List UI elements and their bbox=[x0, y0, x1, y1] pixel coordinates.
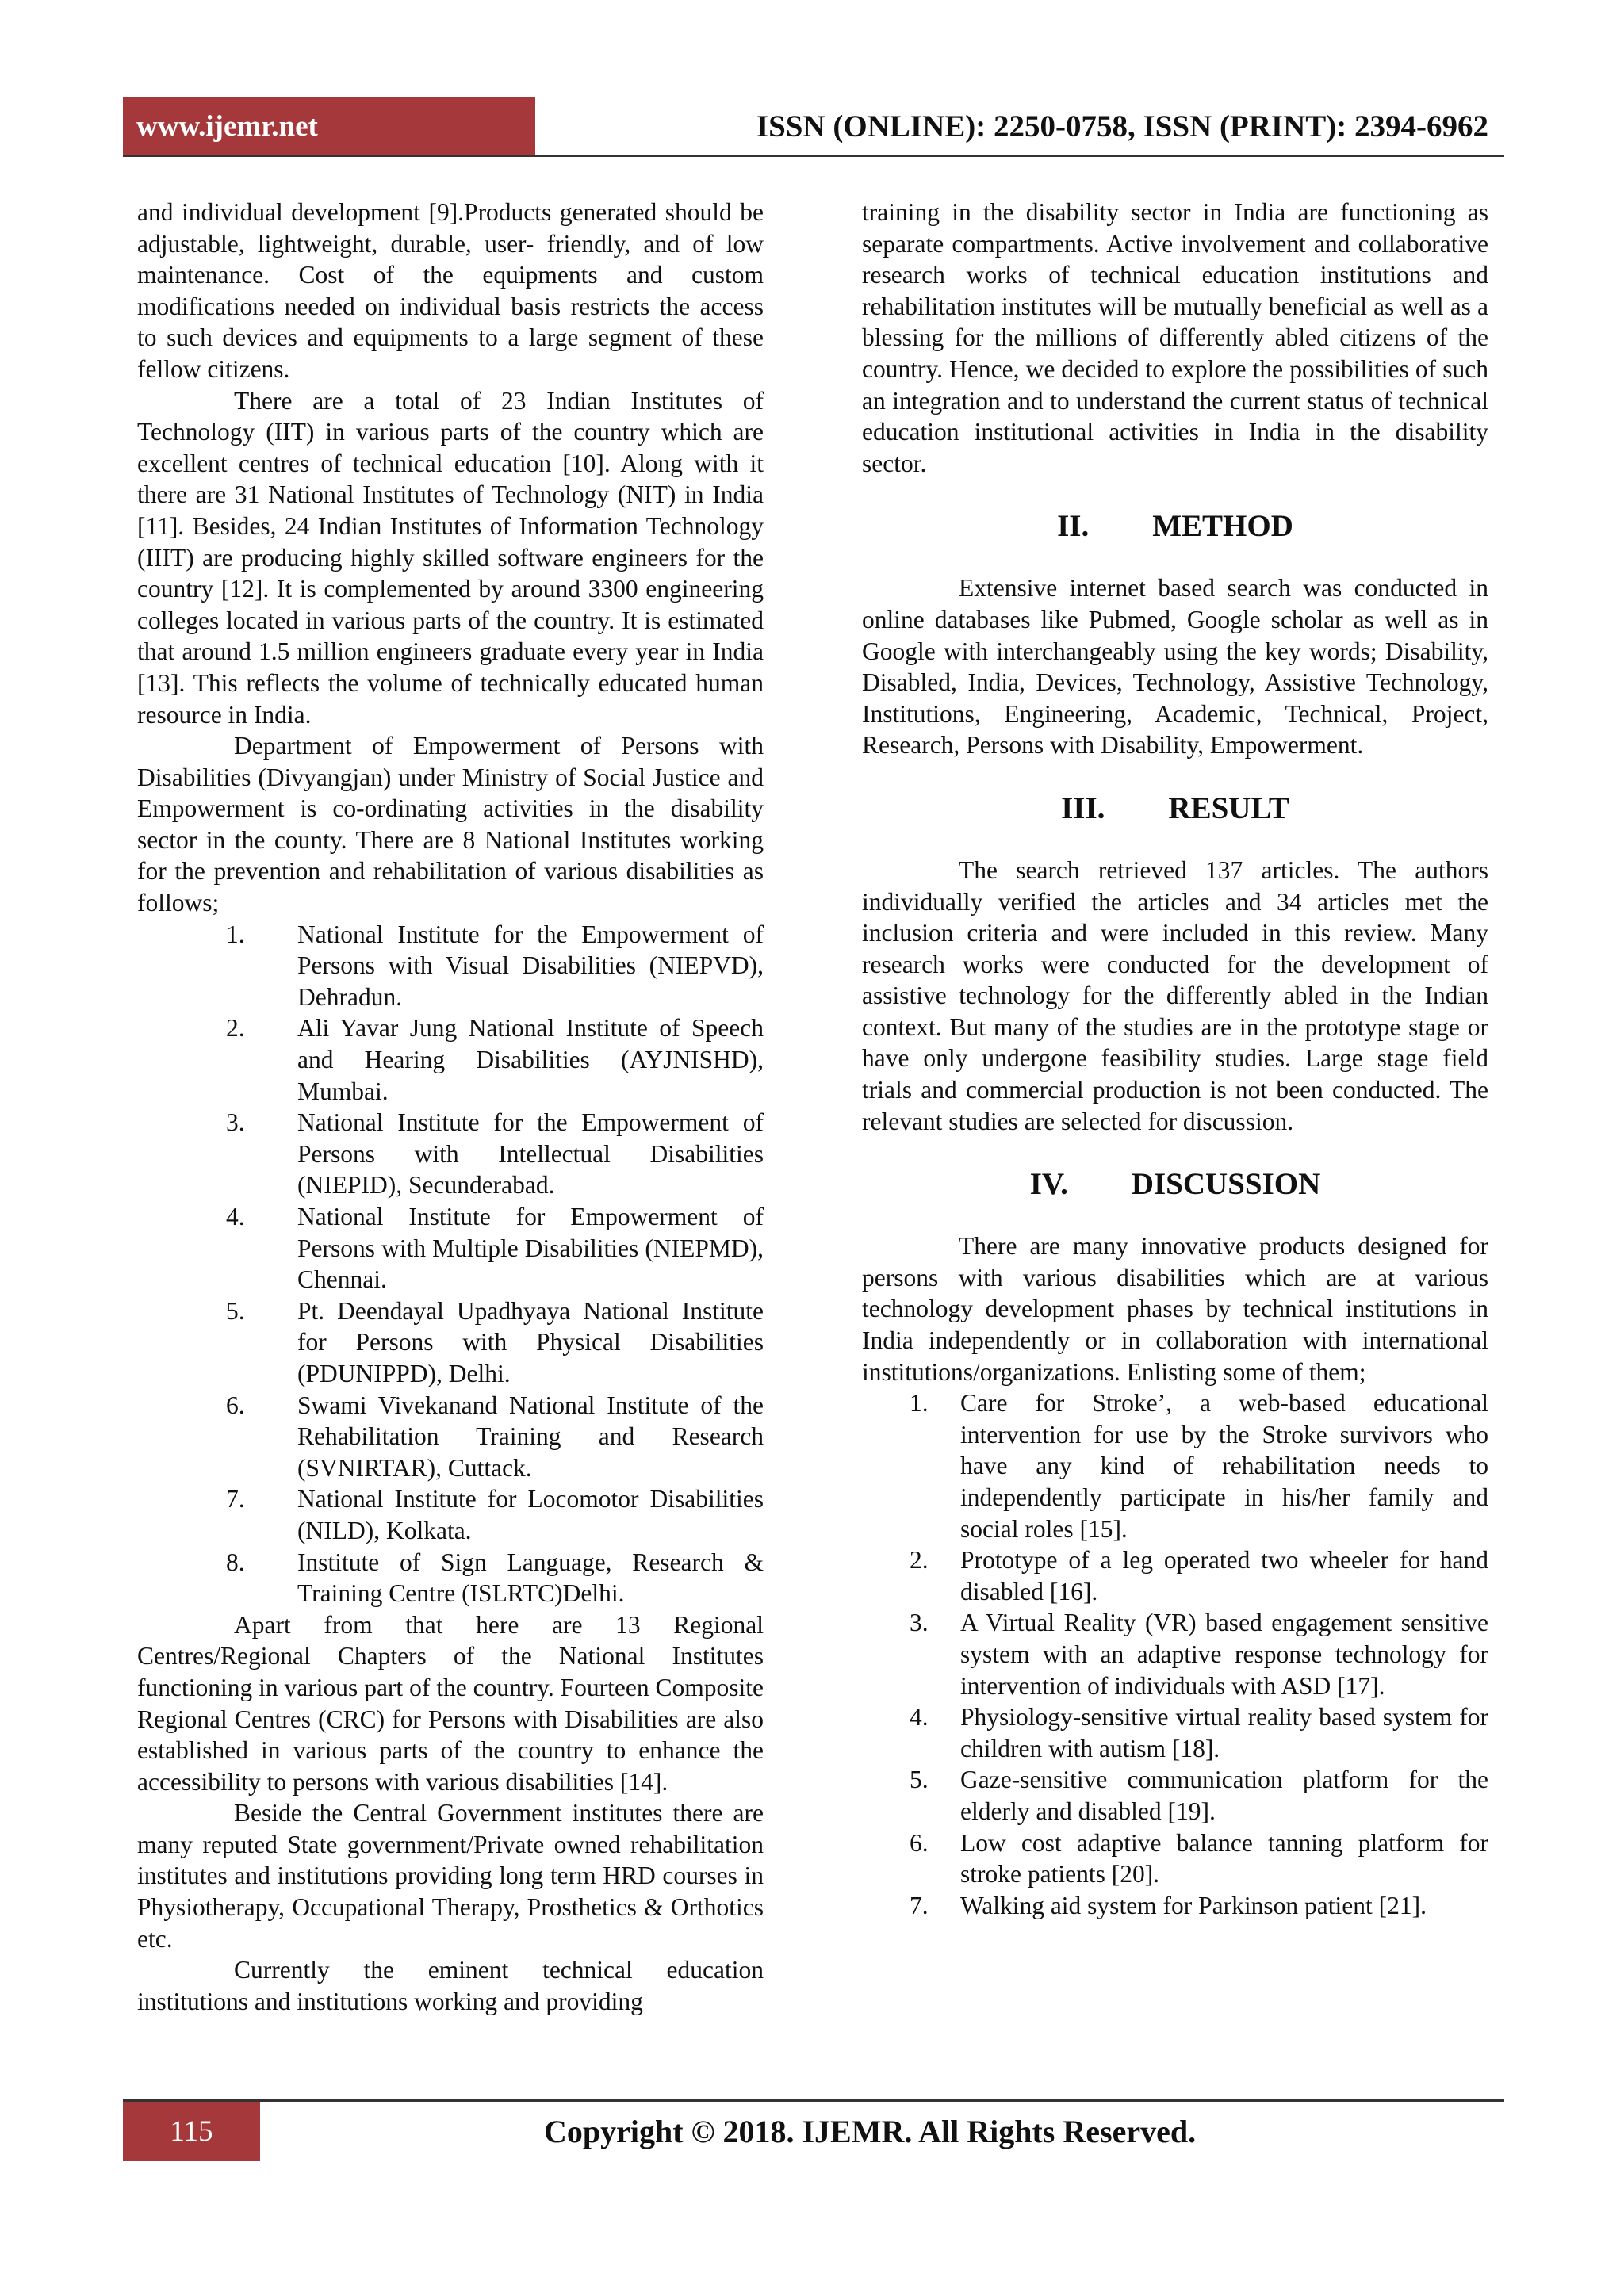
list-item: 6. Swami Vivekanand National Institute of the Rehabilitation Training and Research (SVNIRTAR), Cuttack. bbox=[226, 1391, 764, 1482]
products-list bbox=[862, 1387, 1488, 1921]
list-item: 7. Walking aid system for Parkinson patient [21]. bbox=[910, 1891, 1427, 1919]
institutes-list bbox=[137, 919, 764, 1609]
paragraph: Department of Empowerment of Persons with Disabilities (Divyangjan) under Ministry of Social Justice and Empowerment is co-ordinating activities in the disability sector in the county. There are 8 National Institutes working for the prevention and rehabilitation of various disabilities as follows; bbox=[137, 732, 764, 917]
list-item: 2. Ali Yavar Jung National Institute of Speech and Hearing Disabilities (AYJNISHD), Mumbai. bbox=[226, 1014, 764, 1105]
paragraph: and individual development [9].Products generated should be adjustable, lightweight, durable, user- friendly, and of low maintenance. Cost of the equipments and custom modifications needed on individual basis restricts the access to such devices and equipments to a large segment of these fellow citizens. bbox=[137, 198, 764, 383]
list-item: 4. National Institute for Empowerment of Persons with Multiple Disabilities (NIEPMD), Chennai. bbox=[226, 1203, 764, 1294]
paragraph: Extensive internet based search was conducted in online databases like Pubmed, Google scholar as well as in Google with interchangeably using the key words; Disability, Disabled, India, Devices, Technology, Assistive Technology, Institutions, Engineering, Academic, Technical, Project, Research, Persons with Disability, Empowerment. bbox=[862, 574, 1488, 760]
list-item: 7. National Institute for Locomotor Disabilities (NILD), Kolkata. bbox=[226, 1485, 764, 1544]
issn-text: ISSN (ONLINE): 2250-0758, ISSN (PRINT): 2394-6962 bbox=[756, 109, 1488, 144]
list-item: 3. A Virtual Reality (VR) based engagement sensitive system with an adaptive response technology for intervention of individuals with ASD [17]. bbox=[910, 1609, 1488, 1700]
list-item: 8. Institute of Sign Language, Research & Training Centre (ISLRTC)Delhi. bbox=[226, 1548, 764, 1608]
paragraph: There are a total of 23 Indian Institutes of Technology (IIT) in various parts of the country which are excellent centres of technical education [10]. Along with it there are 31 National Institutes of Technology (NIT) in India [11]. Besides, 24 Indian Institutes of Information Technology (IIIT) are producing highly skilled software engineers for the country [12]. It is complemented by around 3300 engineering colleges located in various parts of the country. It is estimated that around 1.5 million engineers graduate every year in India [13]. This reflects the volume of technically educated human resource in India. bbox=[137, 386, 764, 729]
paragraph: Currently the eminent technical education institutions and institutions working and providing bbox=[137, 1956, 764, 2015]
copyright-text: Copyright © 2018. IJEMR. All Rights Reserved. bbox=[544, 2114, 1197, 2149]
paragraph: training in the disability sector in India are functioning as separate compartments. Active involvement and collaborative research works of technical education institutions and rehabilitation institutes will be mutually beneficial as well as a blessing for the millions of differently abled citizens of the country. Hence, we decided to explore the possibilities of such an integration and to understand the current status of technical education institutional activities in India in the disability sector. bbox=[862, 198, 1488, 477]
list-item: 6. Low cost adaptive balance tanning platform for stroke patients [20]. bbox=[910, 1828, 1488, 1888]
section-heading-method: II. METHOD bbox=[1057, 509, 1293, 544]
list-item: 1. Care for Stroke’, a web-based educational intervention for use by the Stroke survivors who have any kind of rehabilitation needs to independently participate in his/her family and social roles [15]. bbox=[910, 1389, 1488, 1543]
section-heading-result: III. RESULT bbox=[1061, 790, 1289, 825]
paragraph: Beside the Central Government institutes there are many reputed State government/Private owned rehabilitation institutes and institutions providing long term HRD courses in Physiotherapy, Occupational Therapy, Prosthetics & Orthotics etc. bbox=[137, 1799, 764, 1953]
header-divider bbox=[123, 155, 1504, 157]
journal-site: www.ijemr.net bbox=[123, 97, 535, 155]
page-number: 115 bbox=[123, 2102, 260, 2161]
right-column bbox=[862, 197, 1488, 1921]
page-header bbox=[123, 97, 1504, 155]
list-item: 1. National Institute for the Empowerment of Persons with Visual Disabilities (NIEPVD), Dehradun. bbox=[226, 920, 764, 1011]
paragraph: Apart from that here are 13 Regional Centres/Regional Chapters of the National Institutes functioning in various part of the country. Fourteen Composite Regional Centres (CRC) for Persons with Disabilities are also established in various parts of the country to enhance the accessibility to persons with various disabilities [14]. bbox=[137, 1610, 764, 1796]
list-item: 2. Prototype of a leg operated two wheeler for hand disabled [16]. bbox=[910, 1546, 1488, 1605]
list-item: 5. Gaze-sensitive communication platform for the elderly and disabled [19]. bbox=[910, 1766, 1488, 1825]
paragraph: There are many innovative products designed for persons with various disabilities which are at various technology development phases by technical institutions in India independently or in collaboration with international institutions/organizations. Enlisting some of them; bbox=[862, 1232, 1488, 1386]
section-heading-discussion: IV. DISCUSSION bbox=[1029, 1167, 1321, 1202]
list-item: 5. Pt. Deendayal Upadhyaya National Institute for Persons with Physical Disabilities (PDUNIPPD), Delhi. bbox=[226, 1296, 764, 1387]
paragraph: The search retrieved 137 articles. The authors individually verified the articles and 34 articles met the inclusion criteria and were included in this review. Many research works were conducted for the development of assistive technology for the differently abled in the Indian context. But many of the studies are in the prototype stage or have only undergone feasibility studies. Large stage field trials and commercial production is not been conducted. The relevant studies are selected for discussion. bbox=[862, 855, 1488, 1135]
left-column bbox=[137, 197, 764, 2017]
list-item: 3. National Institute for the Empowerment of Persons with Intellectual Disabilities (NIEPID), Secunderabad. bbox=[226, 1108, 764, 1200]
list-item: 4. Physiology-sensitive virtual reality based system for children with autism [18]. bbox=[910, 1703, 1488, 1762]
